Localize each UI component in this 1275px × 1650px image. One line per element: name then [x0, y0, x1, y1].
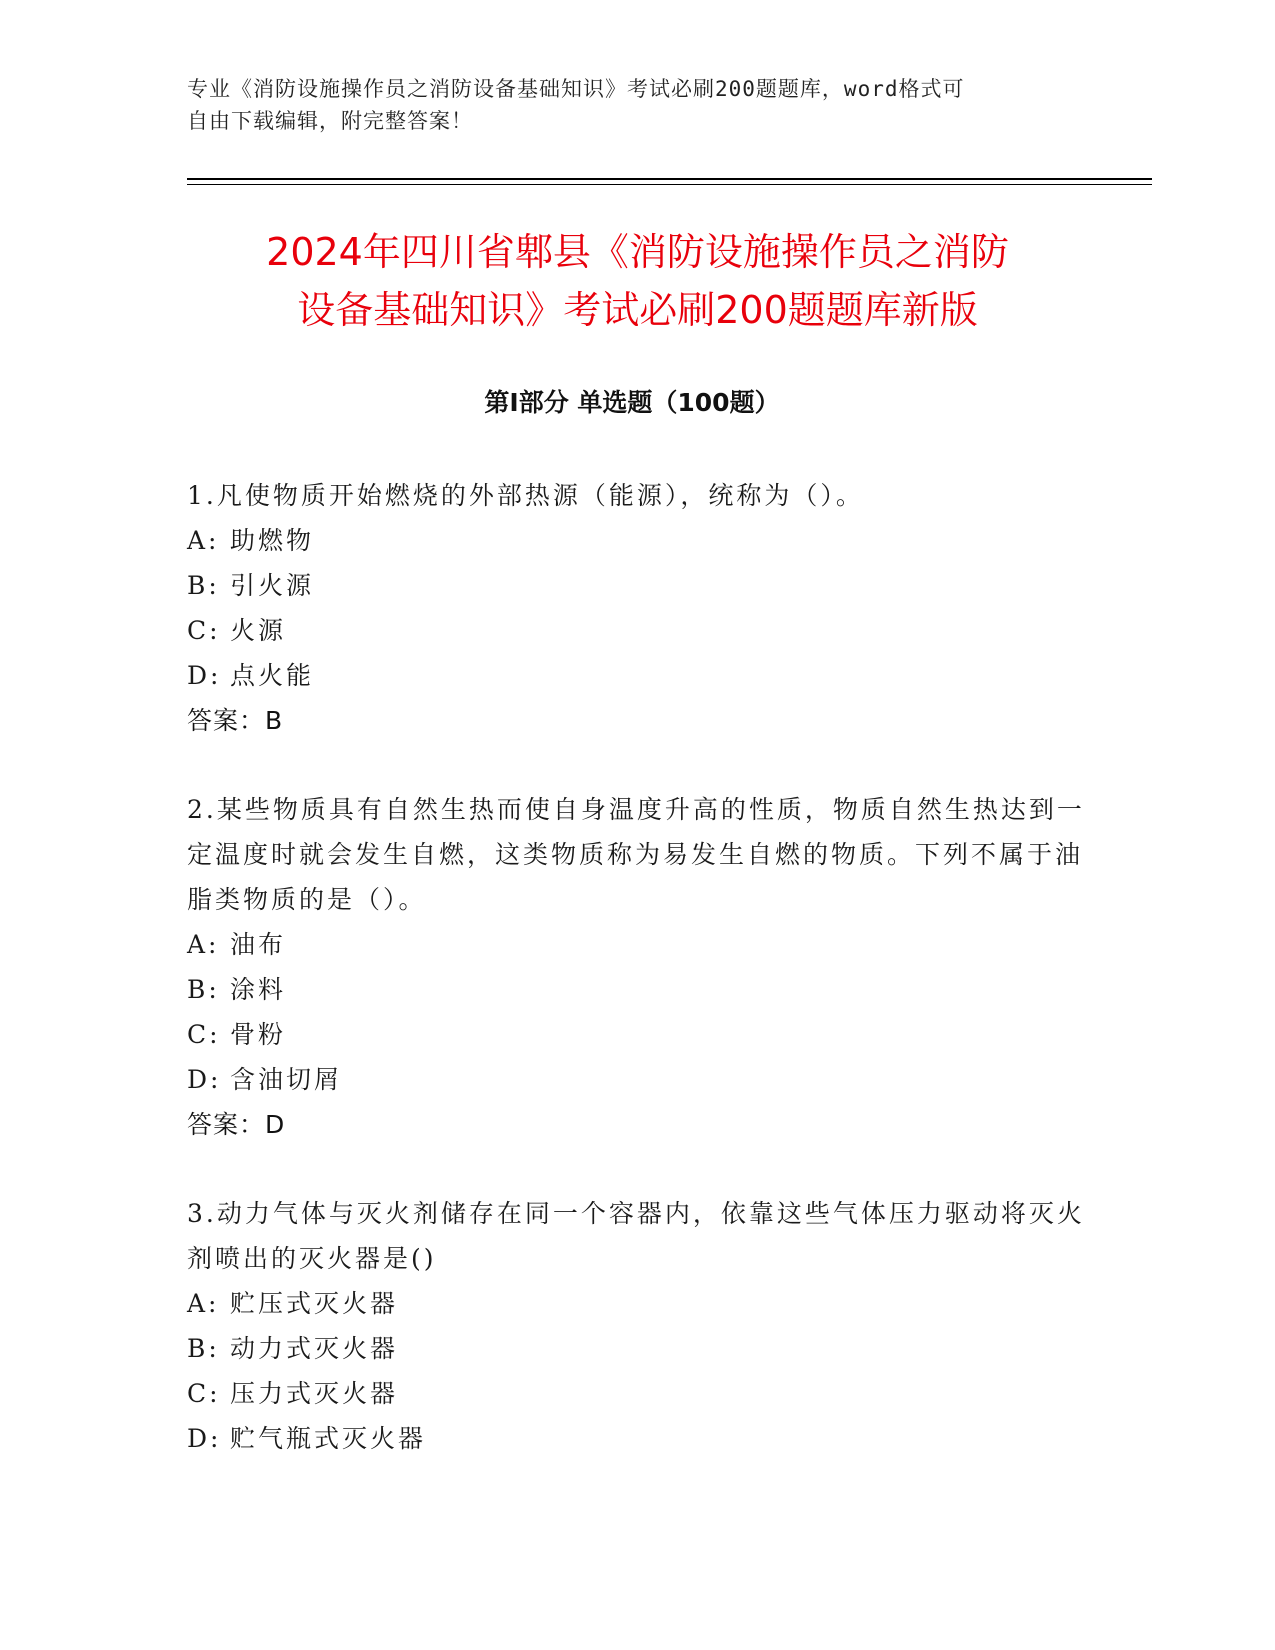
option-key: C: — [187, 1379, 221, 1408]
option-key: C: — [187, 1020, 221, 1049]
option-key: B: — [187, 975, 220, 1004]
option-a — [187, 922, 1087, 967]
option-text: 油布 — [230, 930, 287, 959]
option-c — [187, 608, 1087, 653]
title-line-2: 设备基础知识》考试必刷200题题库新版 — [297, 288, 978, 332]
option-a — [187, 1281, 1087, 1326]
option-key: D: — [187, 1065, 222, 1094]
document-header — [187, 73, 1067, 137]
question-stem: 3.动力气体与灭火剂储存在同一个容器内，依靠这些气体压力驱动将灭火剂喷出的灭火器是() — [187, 1199, 1085, 1273]
option-c — [187, 1371, 1087, 1416]
question-stem: 2.某些物质具有自然生热而使自身温度升高的性质，物质自然生热达到一定温度时就会发生自燃，这类物质称为易发生自燃的物质。下列不属于油脂类物质的是（）。 — [187, 795, 1085, 914]
section-heading: 第Ⅰ部分 单选题（100题） — [484, 388, 780, 417]
question-stem: 1.凡使物质开始燃烧的外部热源（能源），统称为（）。 — [187, 481, 864, 510]
question-list — [187, 473, 1087, 1505]
option-text: 火源 — [230, 616, 287, 645]
option-text: 引火源 — [230, 571, 315, 600]
option-text: 动力式灭火器 — [230, 1334, 399, 1363]
option-text: 助燃物 — [230, 526, 315, 555]
header-divider-thick — [187, 178, 1152, 180]
option-d — [187, 653, 1087, 698]
header-line-1: 专业《消防设施操作员之消防设备基础知识》考试必刷200题题库，word格式可 — [187, 77, 965, 101]
question-1 — [187, 473, 1087, 743]
option-key: D: — [187, 661, 222, 690]
option-b — [187, 967, 1087, 1012]
option-text: 贮压式灭火器 — [230, 1289, 399, 1318]
option-text: 含油切屑 — [230, 1065, 343, 1094]
answer-text: 答案：D — [187, 1110, 286, 1139]
option-key: D: — [187, 1424, 222, 1453]
document-title — [180, 223, 1095, 339]
title-line-1: 2024年四川省郫县《消防设施操作员之消防 — [266, 230, 1009, 274]
option-a — [187, 518, 1087, 563]
option-key: A: — [187, 930, 220, 959]
option-key: C: — [187, 616, 221, 645]
option-text: 点火能 — [230, 661, 315, 690]
option-d — [187, 1416, 1087, 1461]
option-b — [187, 1326, 1087, 1371]
question-2 — [187, 787, 1087, 1147]
option-text: 涂料 — [230, 975, 287, 1004]
option-key: A: — [187, 526, 220, 555]
option-d — [187, 1057, 1087, 1102]
option-key: B: — [187, 1334, 220, 1363]
option-text: 骨粉 — [230, 1020, 287, 1049]
question-3 — [187, 1191, 1087, 1461]
answer-text: 答案：B — [187, 706, 284, 735]
header-divider-thin — [187, 184, 1152, 185]
option-text: 压力式灭火器 — [230, 1379, 399, 1408]
header-line-2: 自由下载编辑，附完整答案！ — [187, 109, 473, 133]
option-c — [187, 1012, 1087, 1057]
option-text: 贮气瓶式灭火器 — [230, 1424, 427, 1453]
option-key: B: — [187, 571, 220, 600]
option-b — [187, 563, 1087, 608]
option-key: A: — [187, 1289, 220, 1318]
